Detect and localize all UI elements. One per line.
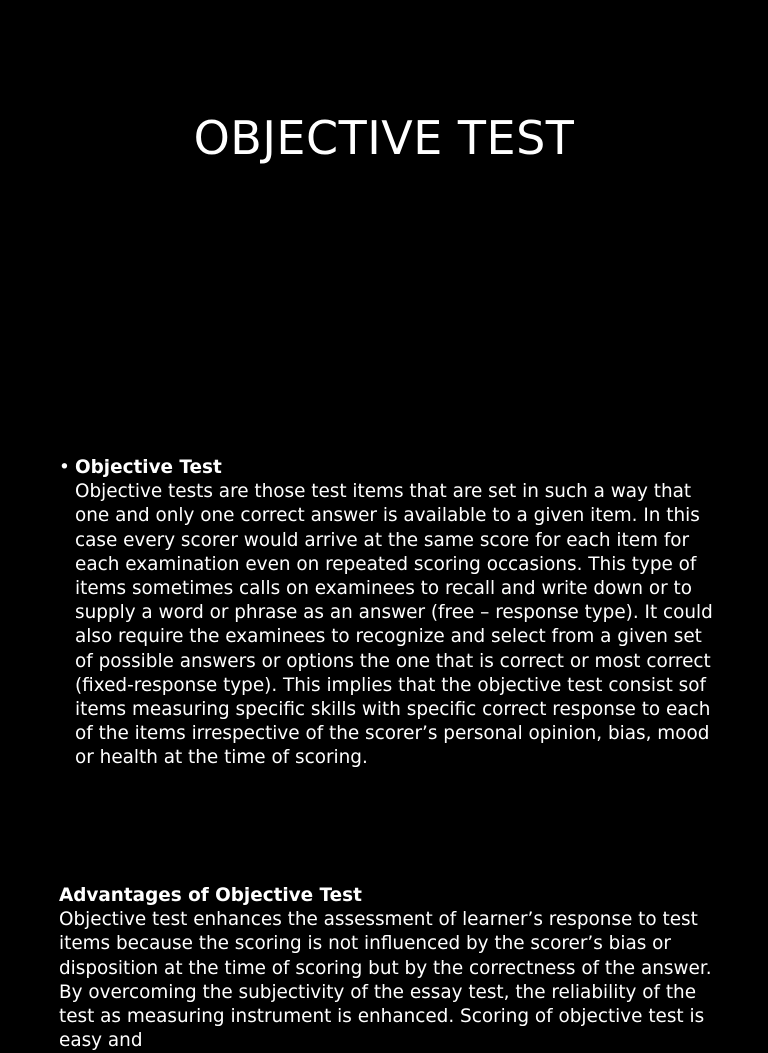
bullet-heading: Objective Test xyxy=(75,457,222,478)
bullet-section xyxy=(59,456,719,771)
bullet-body-text: Objective tests are those test items that are set in such a way that one and only one correct answer is available to a given item. In this case every scorer would arrive at the same score for each item for each examination even on repeated scoring occasions. This type of items sometimes calls on examinees to recall and write down or to supply a word or phrase as an answer (free – response type). It could also require the examinees to recognize and select from a given set of possible answers or options the one that is correct or most correct (fixed-response type). This implies that the objective test consist sof items measuring specific skills with specific correct response to each of the items irrespective of the scorer’s personal opinion, bias, mood or health at the time of scoring. xyxy=(75,481,713,769)
slide-title: OBJECTIVE TEST xyxy=(193,111,575,165)
bullet-content xyxy=(75,456,719,771)
advantages-heading: Advantages of Objective Test xyxy=(59,885,362,906)
advantages-section xyxy=(59,884,719,1053)
advantages-body-text: Objective test enhances the assessment of learner’s response to test items because the scoring is not influenced by the scorer’s bias or disposition at the time of scoring but by the correctness of the answer. By overcoming the subjectivity of the essay test, the reliability of the test as measuring instrument is enhanced. Scoring of objective test is easy and xyxy=(59,909,712,1052)
bullet-marker: • xyxy=(59,457,70,478)
